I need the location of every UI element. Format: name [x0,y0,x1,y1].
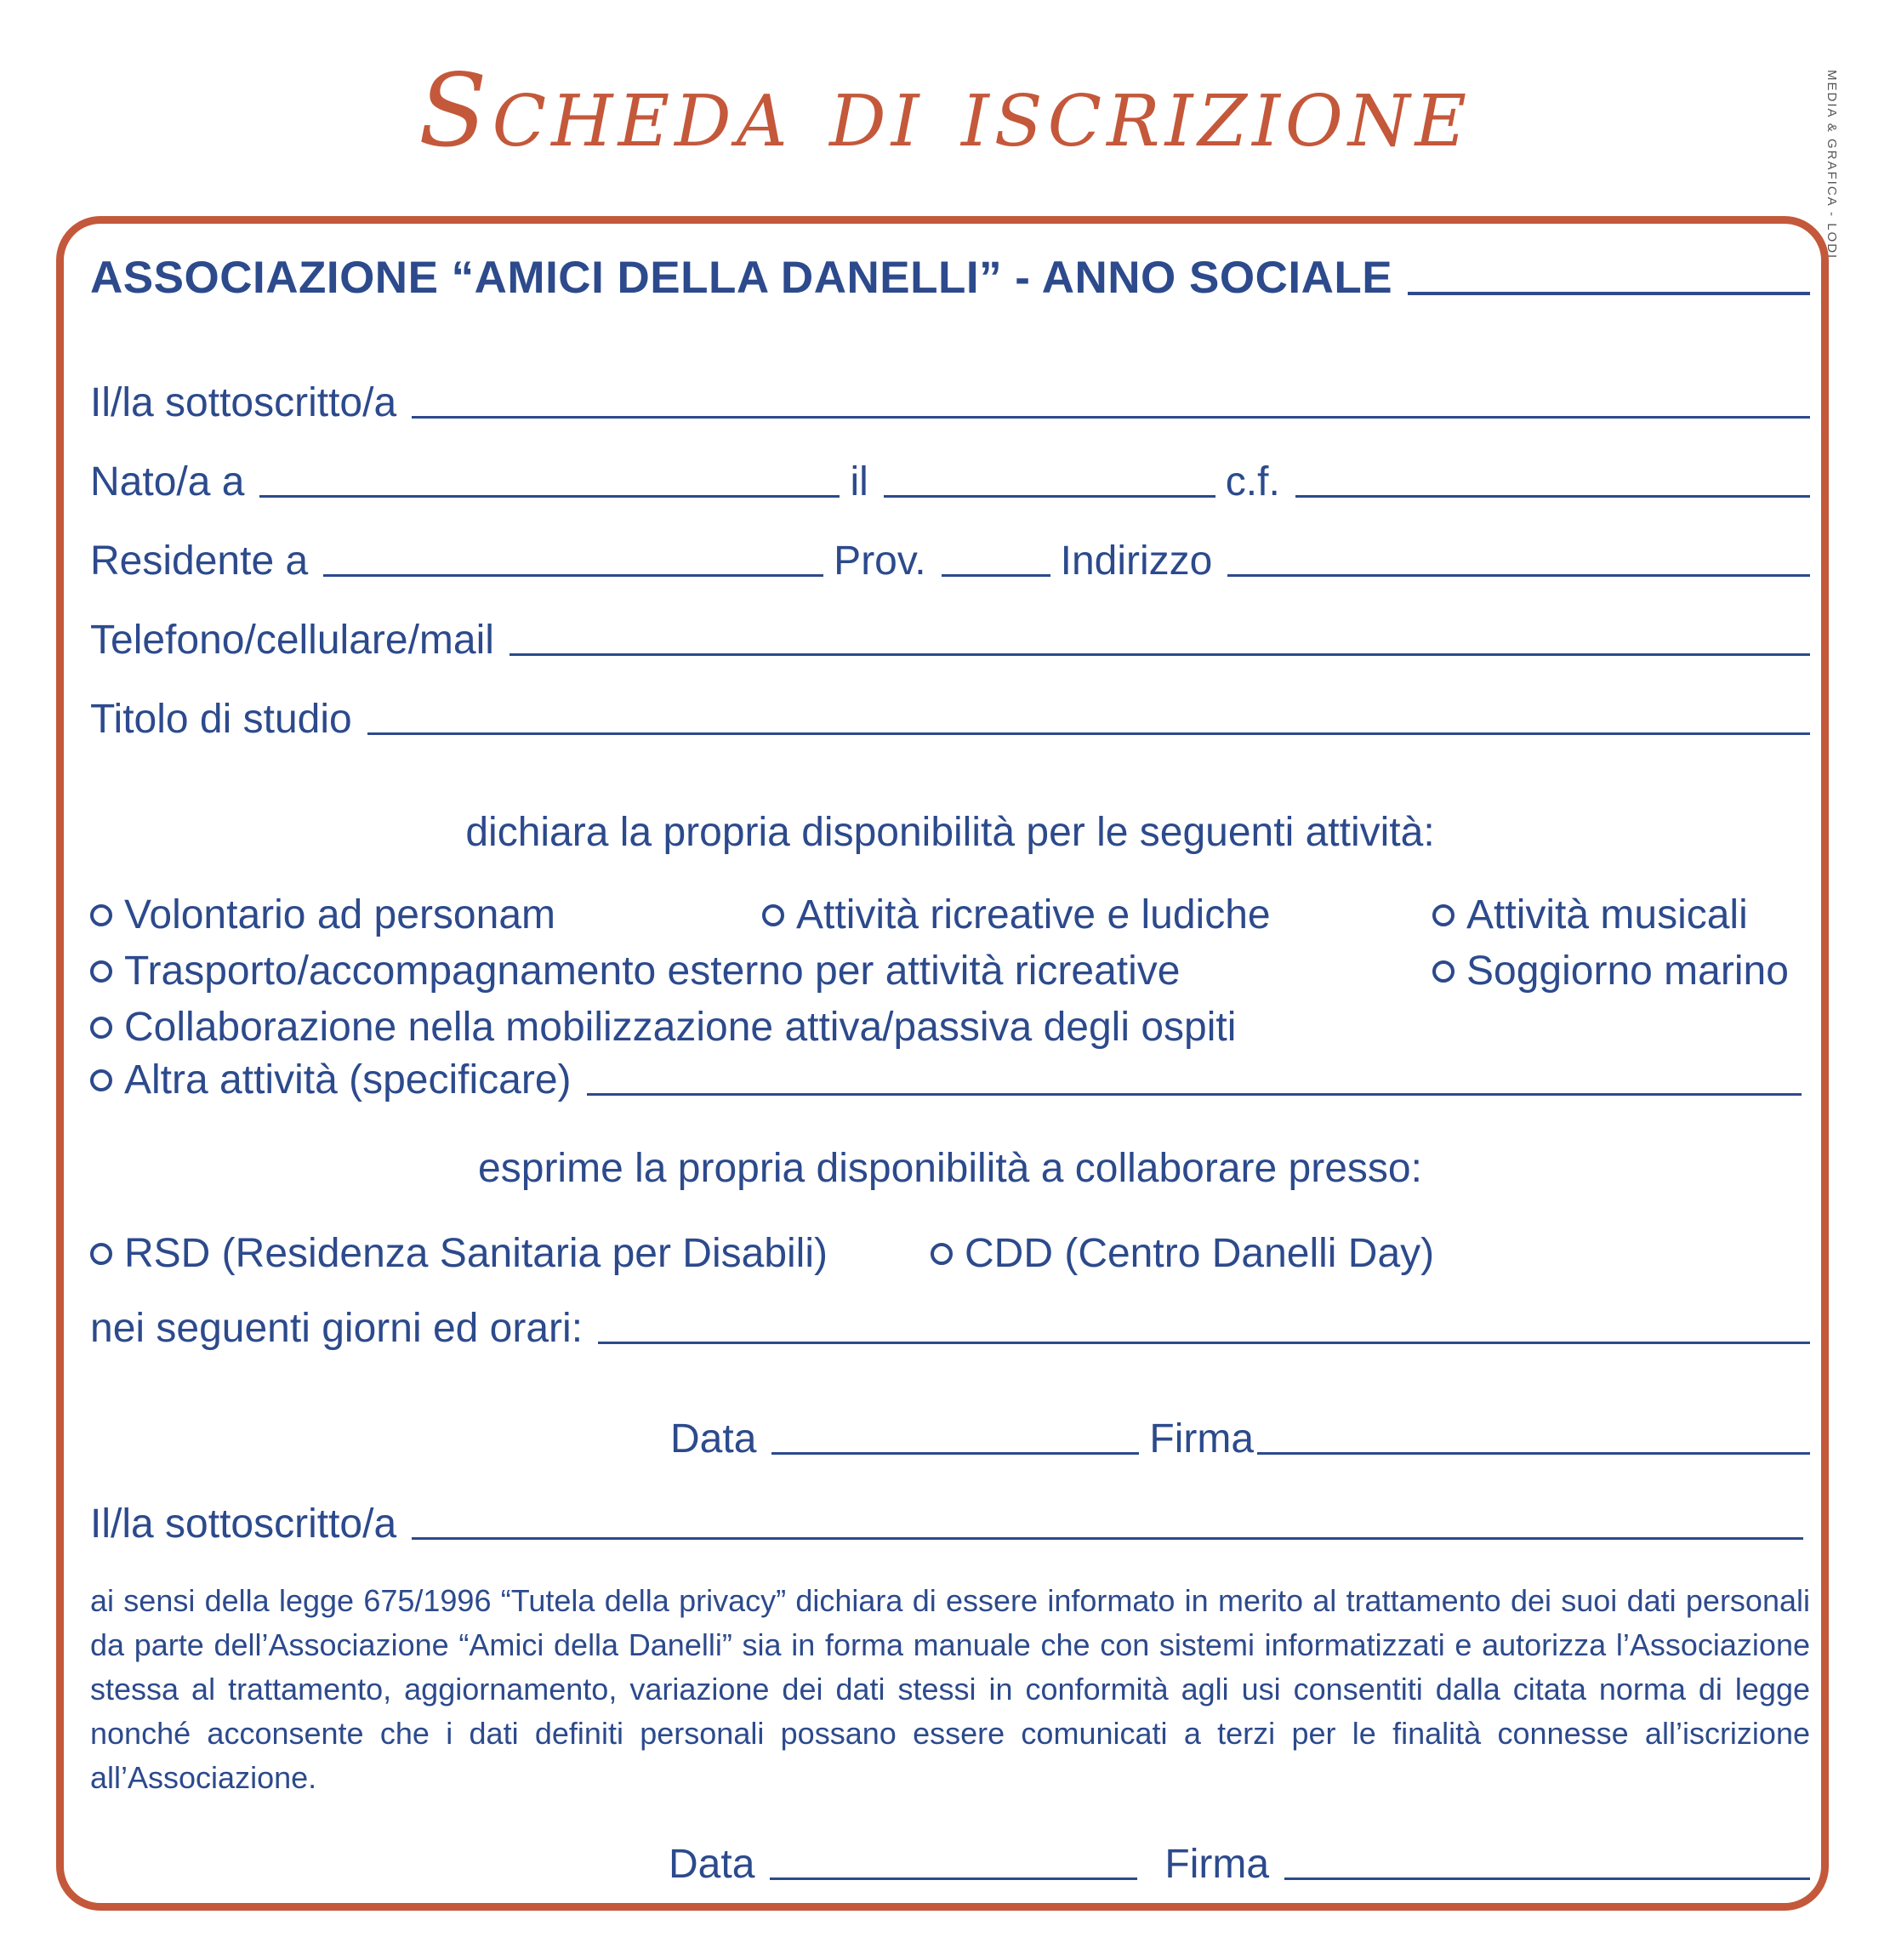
option-label: RSD (Residenza Sanitaria per Disabili) [124,1231,828,1276]
il-label: il [850,459,868,504]
data-label: Data [669,1842,755,1887]
checkbox-circle-icon[interactable] [90,1243,112,1265]
altra-attivita-field[interactable] [587,1092,1802,1096]
checkbox-circle-icon[interactable] [931,1243,953,1265]
firma-label: Firma [1164,1842,1270,1887]
indirizzo-label: Indirizzo [1060,538,1213,584]
residente-label: Residente a [90,538,309,584]
residence-row [90,538,1810,584]
giorni-row [90,1308,1810,1349]
signature-row-2 [669,1844,1810,1885]
option-label: Trasporto/accompagnamento esterno per attività ricreative [124,949,1181,994]
nato-field[interactable] [259,494,840,498]
telefono-row [90,620,1810,661]
checkbox-circle-icon[interactable] [1432,960,1455,983]
checkbox-circle-icon[interactable] [90,1069,112,1091]
checkbox-circle-icon[interactable] [762,904,784,926]
firma-field[interactable] [1284,1877,1810,1880]
option-musicali[interactable] [1432,892,1748,938]
association-heading-row [90,253,1810,303]
sottoscritto-row [90,380,1810,425]
data-field[interactable] [770,1877,1137,1880]
telefono-field[interactable] [510,652,1810,656]
option-label: Soggiorno marino [1466,949,1789,994]
cf-label: c.f. [1225,459,1280,504]
checkbox-circle-icon[interactable] [1432,904,1455,926]
sottoscritto-2-field[interactable] [412,1536,1803,1540]
telefono-label: Telefono/cellulare/mail [90,618,494,663]
firma-field[interactable] [1257,1451,1810,1455]
prov-label: Prov. [834,538,926,584]
dichiara-text: dichiara la propria disponibilità per le seguenti attività: [465,810,1435,855]
option-ricreative[interactable] [762,892,1271,938]
nato-label: Nato/a a [90,459,245,504]
cf-field[interactable] [1295,494,1810,498]
giorni-field[interactable] [598,1341,1810,1344]
form-title: Scheda di iscrizione [418,52,1472,169]
data-field[interactable] [771,1451,1139,1455]
titolo-field[interactable] [367,732,1810,735]
option-volontario[interactable] [90,892,555,938]
titolo-row [90,699,1810,740]
designer-credit: MEDIA & GRAFICA - LODI [1825,70,1839,260]
option-rsd[interactable] [90,1230,828,1277]
signature-row-1 [670,1416,1810,1461]
option-soggiorno[interactable] [1432,948,1789,994]
esprime-row [90,1148,1810,1189]
option-altra[interactable] [90,1057,572,1102]
sottoscritto-2-row [90,1501,1810,1547]
esprime-text: esprime la propria disponibilità a collaborare presso: [478,1146,1422,1191]
option-label: Collaborazione nella mobilizzazione attiva/passiva degli ospiti [124,1005,1237,1050]
association-heading: ASSOCIAZIONE “AMICI DELLA DANELLI” - ANNO SOCIALE [90,253,1393,303]
residente-field[interactable] [323,573,823,577]
birth-row [90,459,1810,504]
privacy-statement: ai sensi della legge 675/1996 “Tutela della privacy” dichiara di essere informato in merito al trattamento dei suoi dati personali da parte dell’Associazione “Amici della Danelli” sia in forma manuale che con sistemi informatizzati e autorizza l’Associazione stessa al trattamento, aggiornamento, variazione dei dati stessi in conformità agli usi consentiti dalla citata norma di legge nonché acconsente che i dati definiti personali possano essere comunicati a terzi per le finalità connesse all’iscrizione all’Associazione. [90,1583,1810,1795]
checkbox-circle-icon[interactable] [90,904,112,926]
giorni-label: nei seguenti giorni ed orari: [90,1306,584,1351]
dichiara-row [90,812,1810,853]
anno-sociale-field[interactable] [1408,291,1810,295]
indirizzo-field[interactable] [1227,573,1810,577]
option-label: CDD (Centro Danelli Day) [965,1231,1435,1276]
option-cdd[interactable] [931,1230,1434,1277]
sottoscritto-field[interactable] [412,415,1810,419]
sottoscritto-2-label: Il/la sottoscritto/a [90,1501,397,1547]
sottoscritto-label: Il/la sottoscritto/a [90,380,397,425]
titolo-label: Titolo di studio [90,697,352,742]
option-collaborazione[interactable] [90,1004,1236,1051]
checkbox-circle-icon[interactable] [90,960,112,983]
checkbox-circle-icon[interactable] [90,1017,112,1039]
prov-field[interactable] [942,573,1050,577]
data-label: Data [670,1416,757,1461]
option-label: Altra attività (specificare) [124,1057,572,1102]
firma-label: Firma [1149,1416,1255,1461]
option-label: Attività ricreative e ludiche [796,892,1271,937]
il-field[interactable] [884,494,1215,498]
option-trasporto[interactable] [90,948,1180,994]
option-label: Volontario ad personam [124,892,555,937]
option-label: Attività musicali [1466,892,1748,937]
option-altra-row [90,1057,1810,1102]
